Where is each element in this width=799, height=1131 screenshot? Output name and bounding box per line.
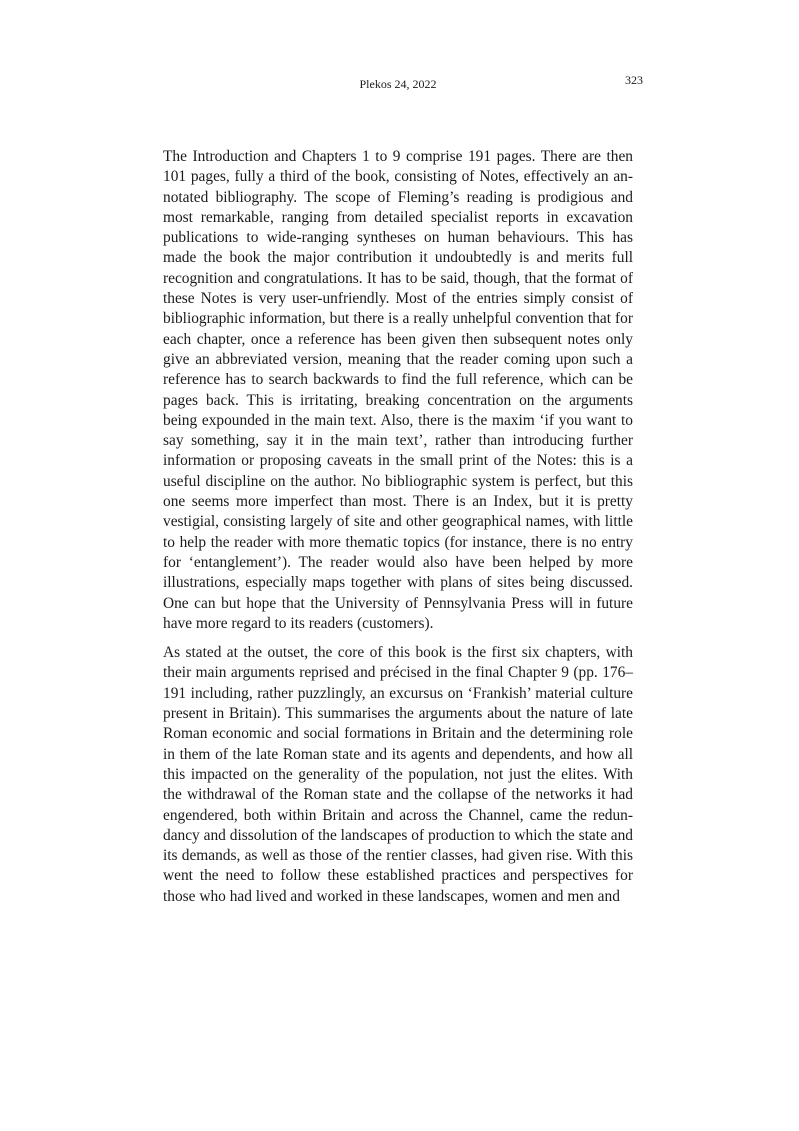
body-text [163,147,633,916]
paragraph-core-argument: As stated at the outset, the core of this book is the first six chapters, with their main arguments reprised and précised in the final Chapter 9 (pp. 176–191 including, rather puzzlingly, an excursus on ‘Frankish’ material culture present in Britain). This summarises the arguments about the nature of late Roman economic and social formations in Britain and the determining role in them of the late Roman state and its agents and dependents, and how all this impacted on the generality of the population, not just the elites. With the withdrawal of the Roman state and the collapse of the networks it had engendered, both within Britain and across the Channel, came the redundancy and dissolution of the landscapes of production to which the state and its demands, as well as those of the rentier classes, had given rise. With this went the need to follow these established practices and perspectives for those who had lived and worked in these landscapes, women and men and [163,644,633,905]
journal-title: Plekos 24, 2022 [359,77,437,91]
running-head [163,73,643,93]
page-number: 323 [625,73,643,87]
paragraph-notes: The Introduction and Chapters 1 to 9 comprise 191 pages. There are then 101 pages, fully a third of the book, consisting of Notes, effectively an annotated bibliography. The scope of Fleming’s reading is prodigious and most remarkable, ranging from detailed specialist reports in excavation publications to wide-ranging syntheses on human behaviours. This has made the book the major contribution it undoubtedly is and merits full recognition and congratulations. It has to be said, though, that the format of these Notes is very user-unfriendly. Most of the entries simply consist of bibliographic information, but there is a really unhelpful convention that for each chapter, once a reference has been given then subsequent notes only give an abbreviated version, meaning that the reader coming upon such a reference has to search backwards to find the full reference, which can be pages back. This is irritating, breaking concentration on the arguments being expounded in the main text. Also, there is the maxim ‘if you want to say something, say it in the main text’, rather than introducing further information or proposing caveats in the small print of the Notes: this is a useful discipline on the author. No bibliographic system is perfect, but this one seems more imperfect than most. There is an Index, but it is pretty vestigial, consisting largely of site and other geographical names, with little to help the reader with more thematic topics (for instance, there is no entry for ‘entanglement’). The reader would also have been helped by more illustrations, especially maps together with plans of sites being discussed. One can but hope that the University of Pennsylvania Press will in future have more regard to its readers (customers). [163,148,633,632]
